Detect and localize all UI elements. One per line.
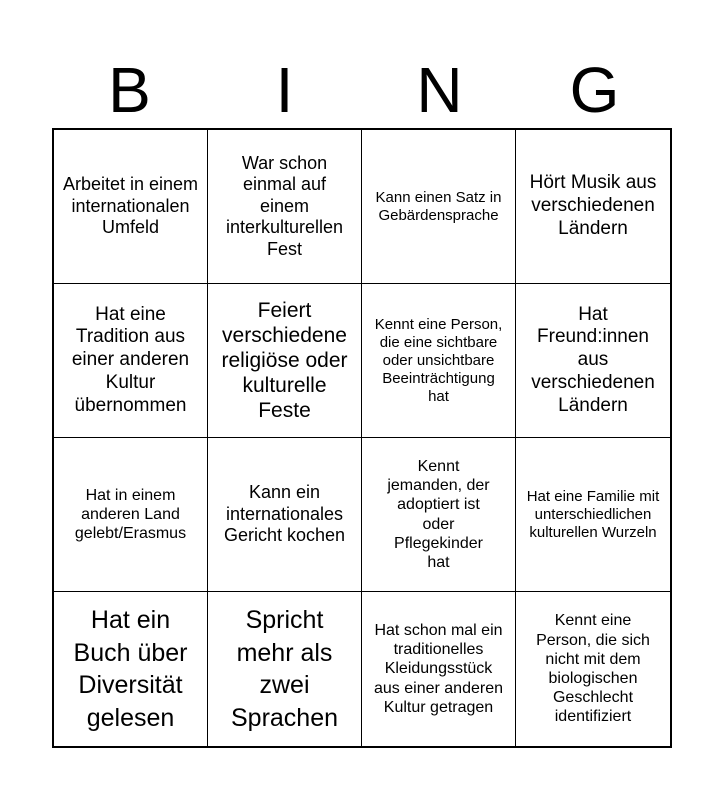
bingo-cell-text: Kennt eine Person, die eine sichtbare oder unsichtbare Beeinträchtigung hat xyxy=(374,315,503,405)
bingo-cell-text: Feiert verschiedene religiöse oder kulturelle Feste xyxy=(221,298,348,423)
bingo-cell[interactable] xyxy=(208,130,362,284)
bingo-cell-text: Arbeitet in einem internationalen Umfeld xyxy=(62,174,199,238)
header-letter-n: N xyxy=(416,54,463,126)
bingo-cell[interactable] xyxy=(54,438,208,592)
bingo-cell[interactable] xyxy=(516,438,670,592)
bingo-cell[interactable] xyxy=(54,130,208,284)
bingo-cell[interactable] xyxy=(208,438,362,592)
bingo-cell[interactable] xyxy=(516,130,670,284)
header-letter-i: I xyxy=(275,54,294,126)
bingo-cell-text: Hat in einem anderen Land gelebt/Erasmus xyxy=(74,486,187,543)
bingo-cell-text: Hat ein Buch über Diversität gelesen xyxy=(73,606,188,732)
header-letter-g: G xyxy=(569,54,620,126)
bingo-cell-text: Hat Freund:innen aus verschiedenen Ländern xyxy=(531,303,655,416)
bingo-cell-text: Kann ein internationales Gericht kochen xyxy=(223,482,346,546)
bingo-cell-text: Kennt jemanden, der adoptiert ist oder Pflegekinder hat xyxy=(387,457,490,571)
bingo-cell[interactable] xyxy=(362,592,516,746)
bingo-cell-text: Hat eine Tradition aus einer anderen Kultur übernommen xyxy=(71,303,190,416)
bingo-cell-text: Hat eine Familie mit unterschiedlichen kulturellen Wurzeln xyxy=(526,487,660,541)
bingo-cell-text: War schon einmal auf einem interkulturellen Fest xyxy=(225,152,344,259)
bingo-cell-text: Kann einen Satz in Gebärdensprache xyxy=(375,188,502,224)
bingo-cell[interactable] xyxy=(362,438,516,592)
bingo-cell[interactable] xyxy=(516,284,670,438)
header-letter-b: B xyxy=(108,54,151,126)
bingo-cell[interactable] xyxy=(516,592,670,746)
bingo-cell[interactable] xyxy=(208,284,362,438)
bingo-cell[interactable] xyxy=(54,592,208,746)
bingo-cell[interactable] xyxy=(362,284,516,438)
bingo-cell-text: Hört Musik aus verschiedenen Ländern xyxy=(529,172,657,239)
bingo-cell-text: Hat schon mal ein traditionelles Kleidungsstück aus einer anderen Kultur getragen xyxy=(374,622,503,716)
bingo-cell-text: Spricht mehr als zwei Sprachen xyxy=(230,606,339,732)
bingo-header xyxy=(52,52,672,128)
bingo-cell[interactable] xyxy=(208,592,362,746)
bingo-board xyxy=(52,128,672,748)
bingo-cell[interactable] xyxy=(362,130,516,284)
bingo-cell[interactable] xyxy=(54,284,208,438)
bingo-cell-text: Kennt eine Person, die sich nicht mit dem biologischen Geschlecht identifiziert xyxy=(536,612,650,726)
